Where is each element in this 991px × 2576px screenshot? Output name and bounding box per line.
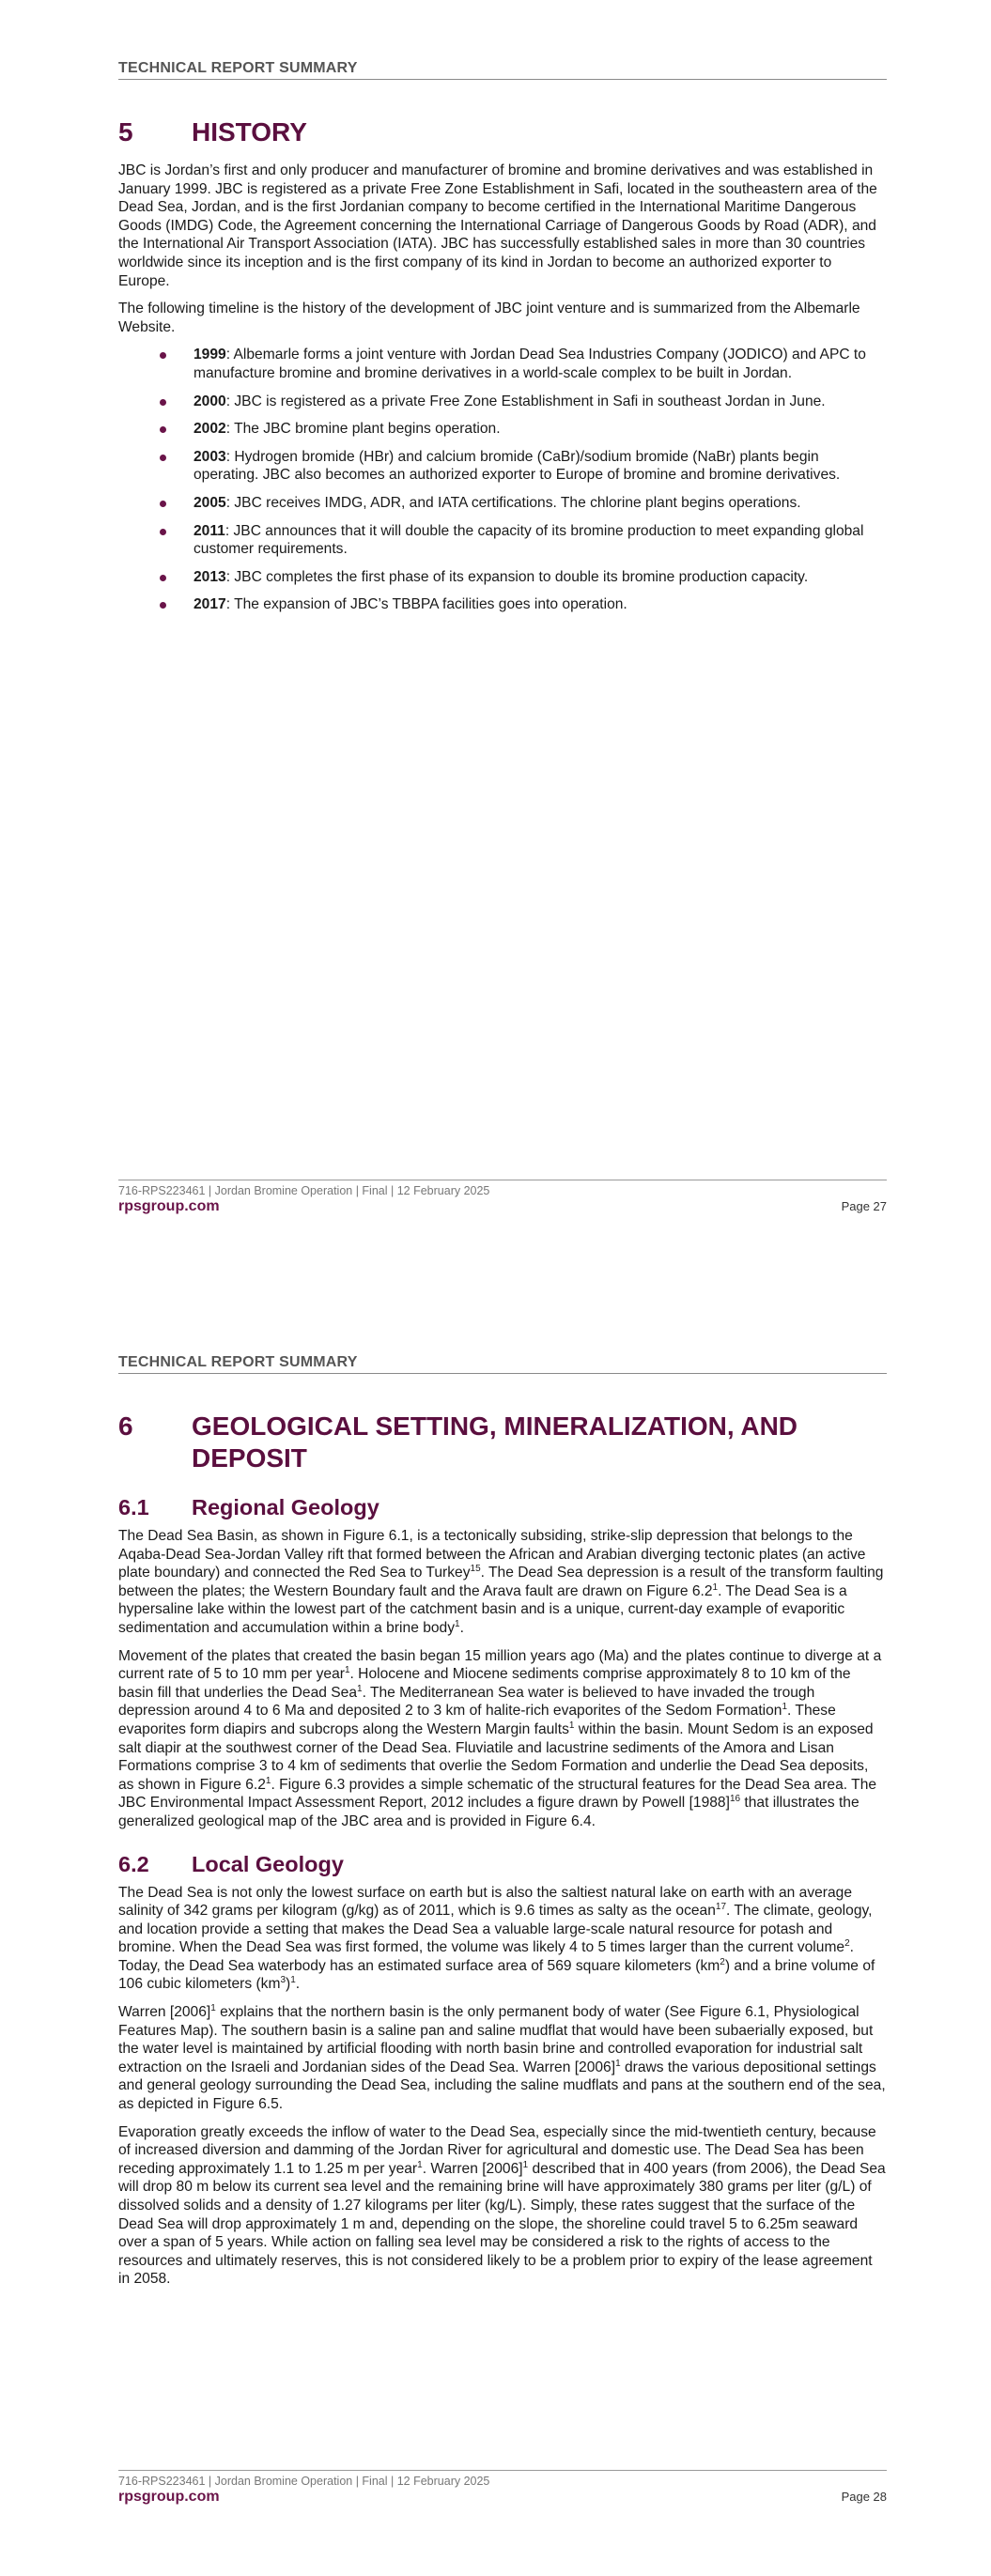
- bullet-icon: [160, 399, 166, 406]
- text-run: . Warren [2006]: [422, 2160, 523, 2177]
- body-paragraph: [118, 2003, 887, 2114]
- chapter-number: 5: [118, 117, 133, 147]
- timeline-item: [118, 393, 887, 411]
- text-run: that illustrates the generalized geological map of the JBC area and is provided in Figure 6.4.: [118, 1795, 859, 1829]
- text-run: The Dead Sea is not only the lowest surface on earth but is also the saltiest natural lake on earth with an average salinity of 342 grams per kilogram (g/kg) as of 2011, which is 9.6 times as salty as the ocean: [118, 1884, 853, 1920]
- timeline-text: : The expansion of JBC’s TBBPA facilities goes into operation.: [225, 596, 627, 613]
- timeline-year: 2002: [194, 421, 226, 438]
- footer-reference: 716-RPS223461 | Jordan Bromine Operation | Final | 12 February 2025: [118, 1180, 887, 1198]
- footnote-ref: 1: [615, 2058, 621, 2069]
- report-page-27: [0, 0, 991, 1282]
- chapter-title: HISTORY: [192, 117, 307, 147]
- timeline-text: : The JBC bromine plant begins operation.: [225, 421, 501, 438]
- timeline-item: [118, 522, 887, 559]
- timeline-year: 2011: [194, 522, 225, 539]
- timeline-item: [118, 568, 887, 587]
- page-content: [118, 1411, 887, 2298]
- footnote-ref: 3: [280, 1975, 286, 1986]
- timeline-text: : JBC is registered as a private Free Zone Establishment in Safi in southeast Jordan in June.: [225, 393, 826, 409]
- text-run: Warren [2006]: [118, 2004, 211, 2021]
- text-run: . The Dead Sea is a hypersaline lake within the lowest part of the catchment basin and is a unique, current-day example of evaporitic sedimentation and accumulation within a brine body: [118, 1582, 847, 1636]
- page-number: Page 27: [841, 1199, 887, 1213]
- footer-reference: 716-RPS223461 | Jordan Bromine Operation | Final | 12 February 2025: [118, 2470, 887, 2489]
- footnote-ref: 1: [357, 1683, 363, 1694]
- footnote-ref: 1: [210, 2002, 216, 2013]
- timeline-item: [118, 595, 887, 614]
- text-run: . The Dead Sea depression is a result of the transform faulting between the plates; the Western Boundary fault and the Arava fault are drawn on Figure 6.2: [118, 1565, 884, 1599]
- timeline-text: : Hydrogen bromide (HBr) and calcium bromide (CaBr)/sodium bromide (NaBr) plants begin operating. JBC also becomes an authorized exporter to Europe of bromine and bromine derivatives.: [194, 448, 841, 484]
- chapter-title: GEOLOGICAL SETTING, MINERALIZATION, AND DEPOSIT: [192, 1411, 798, 1473]
- footnote-ref: 16: [729, 1794, 741, 1805]
- text-run: .: [459, 1619, 464, 1636]
- running-header: TECHNICAL REPORT SUMMARY: [118, 1354, 887, 1374]
- text-run: . The climate, geology, and location provide a setting that makes the Dead Sea a valuable large-scale natural resource for potash and bromine. When the Dead Sea was first formed, the volume was likely 4 to 5 times larger than the current volume: [118, 1903, 873, 1956]
- timeline-item: [118, 448, 887, 485]
- timeline-year: 2003: [194, 448, 226, 465]
- page-footer: [118, 2470, 887, 2506]
- footnote-ref: 1: [712, 1581, 719, 1593]
- text-run: . Holocene and Miocene sediments comprise approximately 8 to 10 km of the basin fill that underlies the Dead Sea: [118, 1666, 851, 1701]
- footnote-ref: 2: [844, 1938, 850, 1950]
- text-run: Evaporation greatly exceeds the inflow of water to the Dead Sea, especially since the mid-twentieth century, because of increased diversion and damming of the Jordan River for agricultural and domestic use. The Dead Sea has been receding approximately 1.1 to 1.25 m per year: [118, 2123, 876, 2177]
- bullet-icon: [160, 426, 166, 433]
- report-page-28: [0, 1294, 991, 2576]
- section-heading: [118, 1850, 887, 1878]
- text-run: draws the various depositional settings and general geology surrounding the Dead Sea, including the saline mudflats and pans at the southern end of the sea, as depicted in Figure 6.5.: [118, 2059, 886, 2113]
- footnote-ref: 2: [720, 1956, 725, 1967]
- text-run: ): [286, 1976, 291, 1993]
- timeline-text: : JBC completes the first phase of its expansion to double its bromine production capacity.: [225, 568, 809, 585]
- page-number: Page 28: [841, 2490, 887, 2504]
- footnote-ref: 1: [522, 2159, 529, 2170]
- timeline-year: 2017: [194, 596, 226, 613]
- chapter-heading: [118, 116, 887, 148]
- bullet-icon: [160, 455, 166, 461]
- text-run: The Dead Sea Basin, as shown in Figure 6.1, is a tectonically subsiding, strike-slip depression that belongs to the Aqaba-Dead Sea-Jordan Valley rift that formed between the African and Arabian diverging tectonic plates (an active plate boundary) and connected the Red Sea to Turkey: [118, 1528, 866, 1581]
- text-run: .: [295, 1976, 301, 1993]
- text-run: within the basin. Mount Sedom is an exposed salt diapir at the southwest corner of the Dead Sea. Fluviatile and lacustrine sediments of the Amora and Lisan Formations comprise 3 to 4 km of sediments that overlie the Sedom Formation and underlie the Dead Sea deposits, as shown in Figure 6.2: [118, 1720, 874, 1793]
- timeline-item: [118, 346, 887, 382]
- section-title: Local Geology: [192, 1851, 344, 1876]
- timeline-text: : JBC receives IMDG, ADR, and IATA certifications. The chlorine plant begins operations.: [225, 494, 801, 511]
- text-run: . These evaporites form diapirs and subcrops along the Western Margin faults: [118, 1703, 836, 1737]
- section-heading: [118, 1493, 887, 1521]
- text-run: described that in 400 years (from 2006), the Dead Sea will drop 80 m below its current sea level and the remaining brine will have approximately 380 grams per liter (g/L) of dissolved solids and a density of 1.27 kilograms per liter (kg/L). Simply, these rates suggest that the surface of the Dead Sea will drop approximately 1 m and, depending on the slope, the shoreline could travel 5 to 6.25m seaward over a span of 5 years. While action on falling sea level may be considered a risk to the rights of access to the resources and ultimately reserves, this is not considered likely to be a problem prior to expiry of the lease agreement in 2058.: [118, 2160, 886, 2288]
- body-paragraph: [118, 1527, 887, 1638]
- body-paragraph: [118, 1884, 887, 1995]
- bullet-icon: [160, 352, 166, 359]
- body-paragraph: [118, 1647, 887, 1831]
- text-run: . The Mediterranean Sea water is believed to have invaded the trough depression around 4 to 6 Ma and deposited 2 to 3 km of halite-rich evaporites of the Sedom Formation: [118, 1684, 815, 1720]
- timeline-intro-paragraph: The following timeline is the history of the development of JBC joint venture and is summarized from the Albemarle Website.: [118, 301, 860, 335]
- chapter-heading: [118, 1411, 887, 1474]
- bullet-icon: [160, 529, 166, 535]
- timeline-year: 2013: [194, 568, 226, 585]
- page-content: [118, 116, 887, 624]
- text-run: . Today, the Dead Sea waterbody has an estimated surface area of 569 square kilometers (km: [118, 1939, 855, 1974]
- timeline-item: [118, 420, 887, 439]
- footnote-ref: 1: [290, 1975, 296, 1986]
- timeline-year: 1999: [194, 347, 226, 363]
- bullet-icon: [160, 501, 166, 507]
- text-run: . Figure 6.3 provides a simple schematic of the structural features for the Dead Sea area. The JBC Environmental Impact Assessment Report, 2012 includes a figure drawn by Powell [1988]: [118, 1776, 877, 1812]
- chapter-sections: [118, 1493, 887, 2289]
- text-run: explains that the northern basin is the only permanent body of water (See Figure 6.1, Physiological Features Map). The southern basin is a saline pan and saline mudflat that would have been subaerially exposed, but the water level is maintained by artificial flooding with north basin brine and controlled evaporation for industrial salt extraction on the Israeli and Jordanian sides of the Dead Sea. Warren [2006]: [118, 2004, 874, 2075]
- bullet-icon: [160, 602, 166, 609]
- footer-brand-link[interactable]: rpsgroup.com: [118, 2489, 220, 2505]
- text-run: Movement of the plates that created the basin began 15 million years ago (Ma) and the plates continue to diverge at a current rate of 5 to 10 mm per year: [118, 1647, 882, 1683]
- footnote-ref: 1: [344, 1664, 350, 1675]
- running-header: TECHNICAL REPORT SUMMARY: [118, 60, 887, 80]
- page-footer: [118, 1180, 887, 1215]
- bullet-icon: [160, 575, 166, 581]
- timeline-item: [118, 494, 887, 513]
- timeline-year: 2000: [194, 393, 226, 409]
- timeline-year: 2005: [194, 494, 226, 511]
- footnote-ref: 1: [568, 1720, 575, 1731]
- footnote-ref: 1: [265, 1775, 271, 1786]
- footer-brand-link[interactable]: rpsgroup.com: [118, 1198, 220, 1214]
- section-title: Regional Geology: [192, 1495, 379, 1519]
- section-number: 6.1: [118, 1495, 149, 1519]
- footnote-ref: 1: [455, 1618, 460, 1629]
- text-run: ) and a brine volume of 106 cubic kilometers (km: [118, 1957, 875, 1993]
- timeline-text: : JBC announces that it will double the capacity of its bromine production to meet expanding global customer requirements.: [194, 522, 864, 558]
- timeline-text: : Albemarle forms a joint venture with Jordan Dead Sea Industries Company (JODICO) and APC to manufacture bromine and bromine derivatives in a world-scale complex to be built in Jordan.: [194, 347, 866, 381]
- footnote-ref: 1: [782, 1702, 788, 1713]
- section-number: 6.2: [118, 1851, 149, 1876]
- body-paragraph: [118, 2123, 887, 2289]
- history-timeline-list: [118, 346, 887, 614]
- chapter-number: 6: [118, 1411, 133, 1441]
- history-intro-paragraph: JBC is Jordan’s first and only producer and manufacturer of bromine and bromine derivatives and was established in January 1999. JBC is registered as a private Free Zone Establishment in Safi, located in the southeastern area of the Dead Sea, Jordan, and is the first Jordanian company to become certified in the International Maritime Dangerous Goods (IMDG) Code, the Agreement concerning the International Carriage of Dangerous Goods by Road (ADR), and the International Air Transport Association (IATA). JBC has successfully established sales in more than 30 countries worldwide since its inception and is the first company of its kind in Jordan to become an authorized exporter to Europe.: [118, 162, 877, 289]
- footnote-ref: 1: [417, 2159, 423, 2170]
- footnote-ref: 15: [470, 1564, 481, 1574]
- footnote-ref: 17: [715, 1901, 727, 1912]
